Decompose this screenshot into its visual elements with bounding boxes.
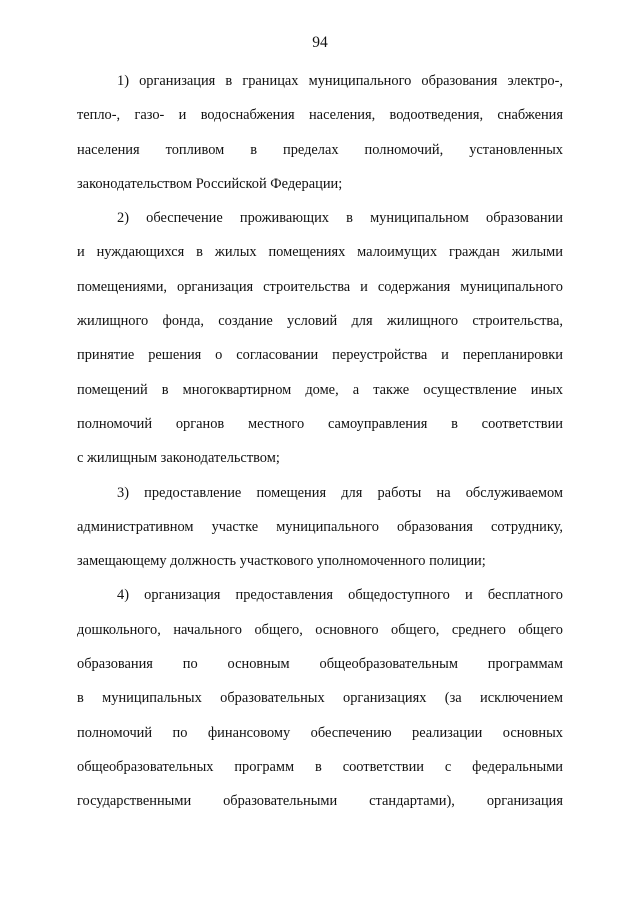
paragraph-line: замещающему должность участкового уполномоченного полиции; bbox=[77, 553, 486, 570]
paragraph-line: 1) организация в границах муниципального образования электро-, bbox=[117, 73, 563, 89]
paragraph-line: населения топливом в пределах полномочий, установленных bbox=[77, 141, 563, 158]
paragraph-line: и нуждающихся в жилых помещениях малоимущих граждан жилыми bbox=[77, 244, 563, 261]
paragraph-line: государственными образовательными стандартами), организация bbox=[77, 793, 563, 810]
paragraph-line: жилищного фонда, создание условий для жилищного строительства, bbox=[77, 313, 563, 330]
paragraph-line: тепло-, газо- и водоснабжения населения, водоотведения, снабжения bbox=[77, 107, 563, 124]
paragraph-line: дошкольного, начального общего, основного общего, среднего общего bbox=[77, 621, 563, 638]
paragraph-2 bbox=[77, 201, 563, 475]
paragraph-3 bbox=[77, 476, 563, 579]
paragraph-line: административном участке муниципального образования сотруднику, bbox=[77, 518, 563, 535]
paragraph-line: общеобразовательных программ в соответствии с федеральными bbox=[77, 758, 563, 775]
paragraph-line: законодательством Российской Федерации; bbox=[77, 175, 343, 192]
paragraph-line: 4) организация предоставления общедоступного и бесплатного bbox=[117, 587, 563, 604]
paragraph-line: полномочий по финансовому обеспечению реализации основных bbox=[77, 724, 563, 741]
paragraph-line: 3) предоставление помещения для работы на обслуживаемом bbox=[117, 484, 563, 501]
paragraph-line: помещениями, организация строительства и содержания муниципального bbox=[77, 278, 563, 295]
paragraph-4 bbox=[77, 578, 563, 818]
paragraph-line: 2) обеспечение проживающих в муниципальном образовании bbox=[117, 210, 563, 227]
page-number: 94 bbox=[312, 34, 328, 51]
paragraph-line: помещений в многоквартирном доме, а также осуществление иных bbox=[77, 381, 563, 398]
paragraph-line: полномочий органов местного самоуправления в соответствии bbox=[77, 415, 563, 432]
document-body bbox=[77, 64, 563, 819]
paragraph-1 bbox=[77, 64, 563, 201]
paragraph-line: принятие решения о согласовании переустройства и перепланировки bbox=[77, 347, 563, 364]
paragraph-line: в муниципальных образовательных организациях (за исключением bbox=[77, 690, 563, 707]
paragraph-line: с жилищным законодательством; bbox=[77, 450, 280, 467]
paragraph-line: образования по основным общеобразовательным программам bbox=[77, 656, 563, 673]
